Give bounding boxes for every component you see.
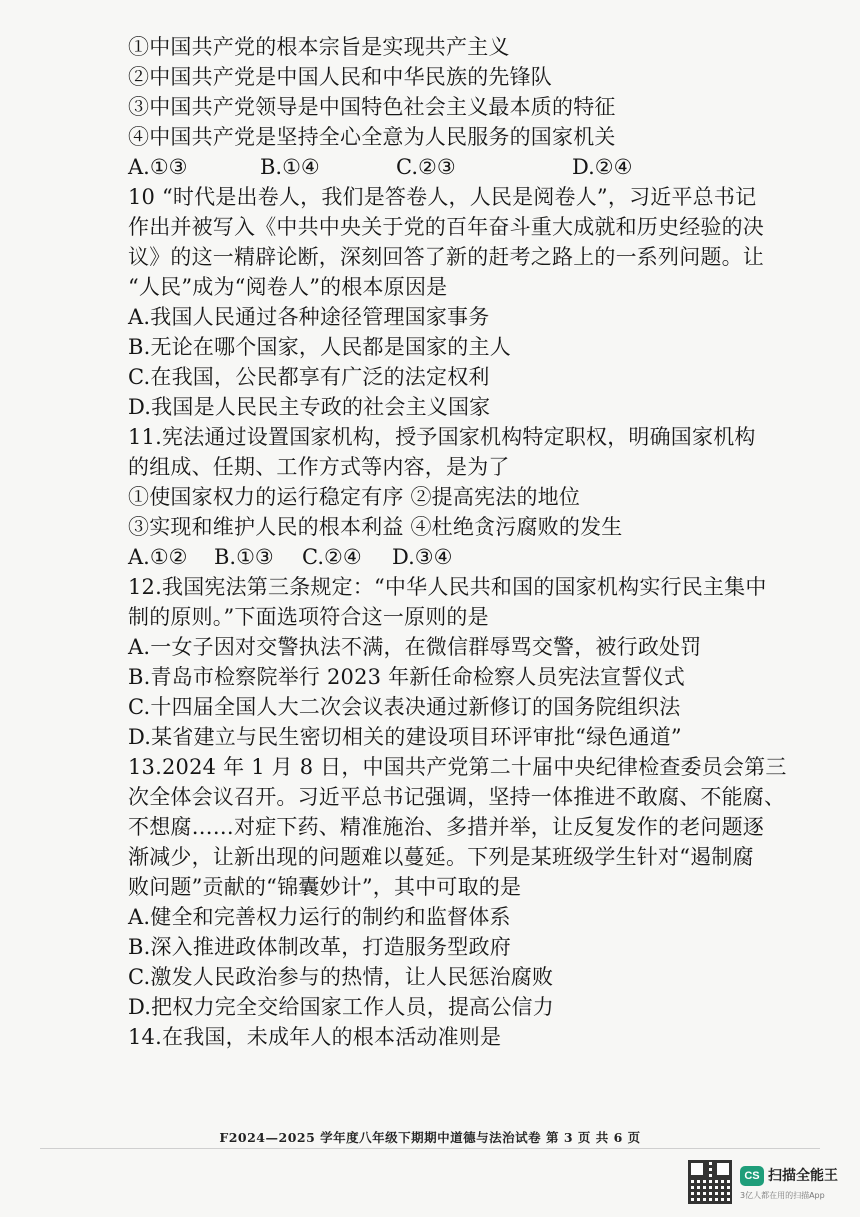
option: B.①④ — [260, 155, 320, 179]
q13-stem: 不想腐……对症下药、精准施治、多措并举，让反复发作的老问题逐 — [128, 815, 764, 839]
q9-item: ④中国共产党是坚持全心全意为人民服务的国家机关 — [128, 125, 616, 149]
q13-option: C.激发人民政治参与的热情，让人民惩治腐败 — [128, 965, 554, 989]
q11-stem: 的组成、任期、工作方式等内容，是为了 — [128, 455, 510, 479]
q9-item: ②中国共产党是中国人民和中华民族的先锋队 — [128, 65, 552, 89]
qr-code-icon — [688, 1160, 732, 1204]
q12-stem: 12.我国宪法第三条规定：“中华人民共和国的国家机构实行民主集中 — [128, 575, 767, 599]
q11-stem: ③实现和维护人民的根本利益 ④杜绝贪污腐败的发生 — [128, 515, 623, 539]
q10-option: C.在我国，公民都享有广泛的法定权利 — [128, 365, 490, 389]
q10-option: D.我国是人民民主专政的社会主义国家 — [128, 395, 491, 419]
q11-options — [128, 543, 452, 571]
q13-stem: 次全体会议召开。习近平总书记强调，坚持一体推进不敢腐、不能腐、 — [128, 785, 786, 809]
q13-option: A.健全和完善权力运行的制约和监督体系 — [128, 905, 511, 929]
option: D.③④ — [392, 545, 453, 569]
q10-stem: 议》的这一精辟论断，深刻回答了新的赶考之路上的一系列问题。让 — [128, 245, 764, 269]
q14-stem: 14.在我国，未成年人的根本活动准则是 — [128, 1025, 502, 1049]
q12-stem: 制的原则。”下面选项符合这一原则的是 — [128, 605, 489, 629]
q12-option: A.一女子因对交警执法不满，在微信群辱骂交警，被行政处罚 — [128, 635, 702, 659]
q10-option: B.无论在哪个国家，人民都是国家的主人 — [128, 335, 511, 359]
q9-item: ③中国共产党领导是中国特色社会主义最本质的特征 — [128, 95, 616, 119]
q13-option: D.把权力完全交给国家工作人员，提高公信力 — [128, 995, 554, 1019]
q13-stem: 渐减少，让新出现的问题难以蔓延。下列是某班级学生针对“遏制腐 — [128, 845, 754, 869]
q9-item: ①中国共产党的根本宗旨是实现共产主义 — [128, 35, 510, 59]
option: C.②③ — [396, 155, 456, 179]
option: D.②④ — [572, 155, 633, 179]
q13-stem: 败问题”贡献的“锦囊妙计”，其中可取的是 — [128, 875, 522, 899]
footer-divider — [40, 1148, 820, 1149]
page-footer: F2024—2025 学年度八年级下期期中道德与法治试卷 第 3 页 共 6 页 — [219, 1130, 641, 1145]
q11-stem: 11.宪法通过设置国家机构，授予国家机构特定职权，明确国家机构 — [128, 425, 756, 449]
camscanner-logo-icon: CS — [740, 1166, 764, 1186]
q13-option: B.深入推进政体制改革，打造服务型政府 — [128, 935, 511, 959]
option: A.①③ — [128, 155, 188, 179]
q10-stem: 10 “时代是出卷人，我们是答卷人，人民是阅卷人”，习近平总书记 — [128, 185, 757, 209]
scanner-tagline: 3亿人都在用的扫描App — [740, 1191, 825, 1200]
q12-option: D.某省建立与民生密切相关的建设项目环评审批“绿色通道” — [128, 725, 682, 749]
q9-options — [128, 153, 632, 181]
q10-stem: “人民”成为“阅卷人”的根本原因是 — [128, 275, 448, 299]
option: B.①③ — [214, 545, 274, 569]
option: C.②④ — [302, 545, 362, 569]
q12-option: B.青岛市检察院举行 2023 年新任命检察人员宪法宣誓仪式 — [128, 665, 685, 689]
q13-stem: 13.2024 年 1 月 8 日，中国共产党第二十届中央纪律检查委员会第三 — [128, 755, 787, 779]
q12-option: C.十四届全国人大二次会议表决通过新修订的国务院组织法 — [128, 695, 681, 719]
q11-stem: ①使国家权力的运行稳定有序 ②提高宪法的地位 — [128, 485, 581, 509]
q10-stem: 作出并被写入《中共中央关于党的百年奋斗重大成就和历史经验的决 — [128, 215, 764, 239]
q10-option: A.我国人民通过各种途径管理国家事务 — [128, 305, 490, 329]
scanner-app-name: 扫描全能王 — [768, 1168, 838, 1184]
option: A.①② — [128, 545, 188, 569]
